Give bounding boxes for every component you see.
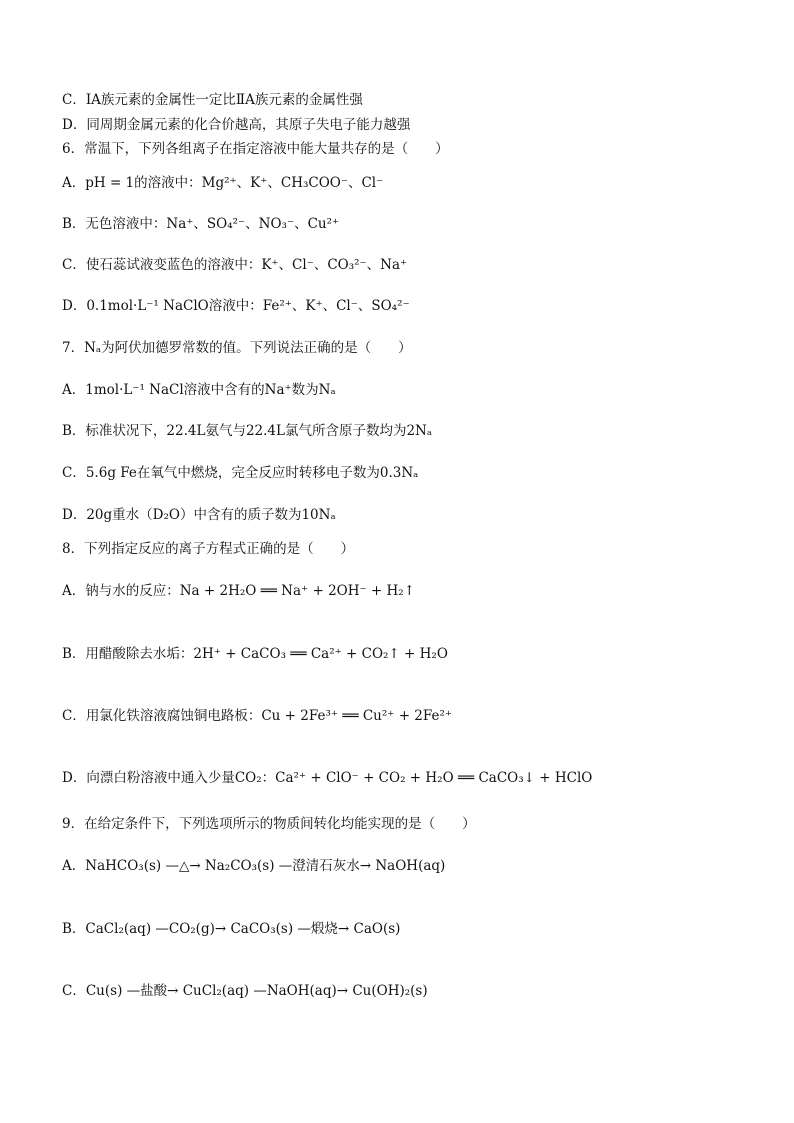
option-5c: C．ⅠA族元素的金属性一定比ⅡA族元素的金属性强: [62, 92, 363, 108]
option-8a: A．钠与水的反应：Na + 2H₂O ══ Na⁺ + 2OH⁻ + H₂↑: [62, 583, 416, 599]
option-7b: B．标准状况下，22.4L氨气与22.4L氯气所含原子数均为2Nₐ: [62, 423, 433, 439]
option-8b: B．用醋酸除去水垢：2H⁺ + CaCO₃ ══ Ca²⁺ + CO₂↑ + H₂O: [62, 646, 448, 662]
question-8: 8．下列指定反应的离子方程式正确的是（ ）: [62, 541, 355, 557]
option-6b: B．无色溶液中：Na⁺、SO₄²⁻、NO₃⁻、Cu²⁺: [62, 216, 340, 232]
option-9c: C．Cu(s) —盐酸→ CuCl₂(aq) —NaOH(aq)→ Cu(OH)₂(s): [62, 983, 428, 999]
option-7d: D．20g重水（D₂O）中含有的质子数为10Nₐ: [62, 507, 336, 523]
option-9b: B．CaCl₂(aq) —CO₂(g)→ CaCO₃(s) —煅烧→ CaO(s): [62, 921, 401, 937]
option-6d: D．0.1mol·L⁻¹ NaClO溶液中：Fe²⁺、K⁺、Cl⁻、SO₄²⁻: [62, 298, 410, 314]
option-6a: A．pH = 1的溶液中：Mg²⁺、K⁺、CH₃COO⁻、Cl⁻: [62, 175, 384, 191]
option-7c: C．5.6g Fe在氧气中燃烧，完全反应时转移电子数为0.3Nₐ: [62, 465, 419, 481]
option-7a: A．1mol·L⁻¹ NaCl溶液中含有的Na⁺数为Nₐ: [62, 382, 336, 398]
option-9a: A．NaHCO₃(s) —△→ Na₂CO₃(s) —澄清石灰水→ NaOH(aq): [62, 858, 446, 874]
question-6: 6．常温下，下列各组离子在指定溶液中能大量共存的是（ ）: [62, 141, 449, 157]
option-6c: C．使石蕊试液变蓝色的溶液中：K⁺、Cl⁻、CO₃²⁻、Na⁺: [62, 257, 408, 273]
question-9: 9．在给定条件下，下列选项所示的物质间转化均能实现的是（ ）: [62, 816, 476, 832]
option-5d: D．同周期金属元素的化合价越高，其原子失电子能力越强: [62, 117, 411, 133]
option-8c: C．用氯化铁溶液腐蚀铜电路板：Cu + 2Fe³⁺ ══ Cu²⁺ + 2Fe²⁺: [62, 708, 453, 724]
question-7: 7．Nₐ为阿伏加德罗常数的值。下列说法正确的是（ ）: [62, 340, 412, 356]
option-8d: D．向漂白粉溶液中通入少量CO₂：Ca²⁺ + ClO⁻ + CO₂ + H₂O ══ CaCO₃↓ + HClO: [62, 770, 593, 786]
